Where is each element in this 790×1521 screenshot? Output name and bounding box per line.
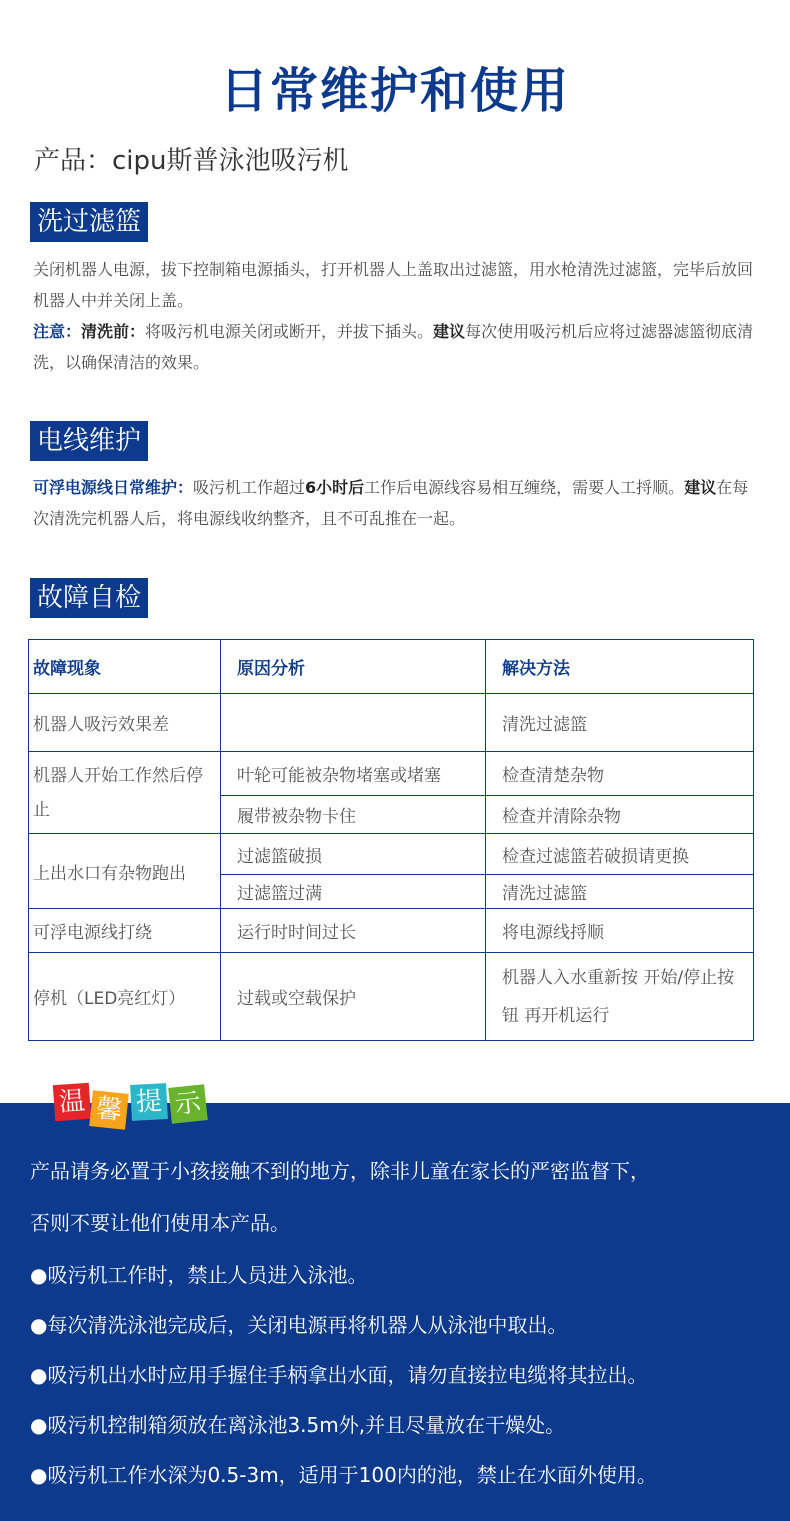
cause-cell: 过载或空载保护 [221, 953, 486, 1041]
cable-suggest-text: 在每次清洗完机器人后，将电源线收纳整齐，且不可乱推在一起。 [33, 478, 749, 528]
cable-instructions [33, 472, 757, 534]
section-heading-cable: 电线维护 [30, 421, 148, 461]
suggest-label: 建议 [433, 322, 466, 341]
fix-cell: 清洗过滤篮 [486, 694, 754, 752]
table-row [29, 834, 754, 875]
note-text: 将吸污机电源关闭或断开，并拔下插头。 [145, 322, 434, 341]
filter-instructions [33, 254, 757, 378]
note-label-before-cleaning: 清洗前： [81, 322, 146, 341]
table-row [29, 752, 754, 796]
fix-cell: 检查过滤篮若破损请更换 [486, 834, 754, 875]
fix-cell: 将电源线捋顺 [486, 909, 754, 953]
tips-badge-3: 提 [130, 1083, 168, 1121]
cause-cell: 过滤篮破损 [221, 834, 486, 875]
fix-cell: 清洗过滤篮 [486, 875, 754, 909]
symptom-cell: 可浮电源线打绕 [29, 909, 221, 953]
header-cause: 原因分析 [221, 640, 486, 694]
section-heading-filter: 洗过滤篮 [30, 202, 148, 242]
tips-intro-line-1: 产品请务必置于小孩接触不到的地方，除非儿童在家长的严密监督下， [30, 1159, 650, 1183]
table-row [29, 694, 754, 752]
tips-badge-2: 馨 [89, 1090, 129, 1130]
tips-intro-line-2: 否则不要让他们使用本产品。 [30, 1211, 290, 1235]
cause-cell: 叶轮可能被杂物堵塞或堵塞 [221, 752, 486, 796]
note-label: 注意： [33, 322, 82, 341]
cable-text-b: 工作后电源线容易相互缠绕，需要人工捋顺。 [364, 478, 685, 497]
fix-cell: 检查清楚杂物 [486, 752, 754, 796]
cause-cell: 运行时时间过长 [221, 909, 486, 953]
tips-badge-4: 示 [168, 1084, 208, 1124]
header-symptom: 故障现象 [29, 640, 221, 694]
page-title: 日常维护和使用 [219, 63, 570, 119]
table-header-row [29, 640, 754, 694]
symptom-cell: 机器人开始工作然后停止 [29, 752, 221, 834]
table-row [29, 953, 754, 1041]
fault-table [28, 639, 754, 1041]
tips-badge-1: 温 [53, 1083, 91, 1121]
tips-item: ●吸污机出水时应用手握住手柄拿出水面，请勿直接拉电缆将其拉出。 [30, 1363, 648, 1387]
tips-item: ●吸污机工作水深为0.5-3m，适用于100内的池，禁止在水面外使用。 [30, 1463, 657, 1487]
symptom-cell: 停机（LED亮红灯） [29, 953, 221, 1041]
section-heading-fault: 故障自检 [30, 578, 148, 618]
fix-cell: 检查并清除杂物 [486, 796, 754, 834]
cable-suggest-label: 建议 [684, 478, 717, 497]
suggest-text: 每次使用吸污机后应将过滤器滤篮彻底清洗，以确保清洁的效果。 [33, 322, 754, 372]
fix-cell: 机器人入水重新按 开始/停止按钮 再开机运行 [486, 953, 754, 1041]
cable-emphasis: 6小时后 [305, 478, 365, 497]
tips-item: ●吸污机工作时，禁止人员进入泳池。 [30, 1263, 368, 1287]
filter-text: 关闭机器人电源，拔下控制箱电源插头，打开机器人上盖取出过滤篮，用水枪清洗过滤篮，完毕后放回机器人中并关闭上盖。 [33, 260, 754, 310]
symptom-cell: 上出水口有杂物跑出 [29, 834, 221, 909]
cause-cell: 过滤篮过满 [221, 875, 486, 909]
tips-item: ●每次清洗泳池完成后，关闭电源再将机器人从泳池中取出。 [30, 1313, 568, 1337]
cable-label: 可浮电源线日常维护： [33, 478, 194, 497]
cable-text-a: 吸污机工作超过 [193, 478, 306, 497]
product-name: 产品：cipu斯普泳池吸污机 [34, 146, 349, 176]
cause-cell [221, 694, 486, 752]
symptom-cell: 机器人吸污效果差 [29, 694, 221, 752]
header-fix: 解决方法 [486, 640, 754, 694]
tips-item: ●吸污机控制箱须放在离泳池3.5m外,并且尽量放在干燥处。 [30, 1413, 566, 1437]
table-row [29, 909, 754, 953]
cause-cell: 履带被杂物卡住 [221, 796, 486, 834]
